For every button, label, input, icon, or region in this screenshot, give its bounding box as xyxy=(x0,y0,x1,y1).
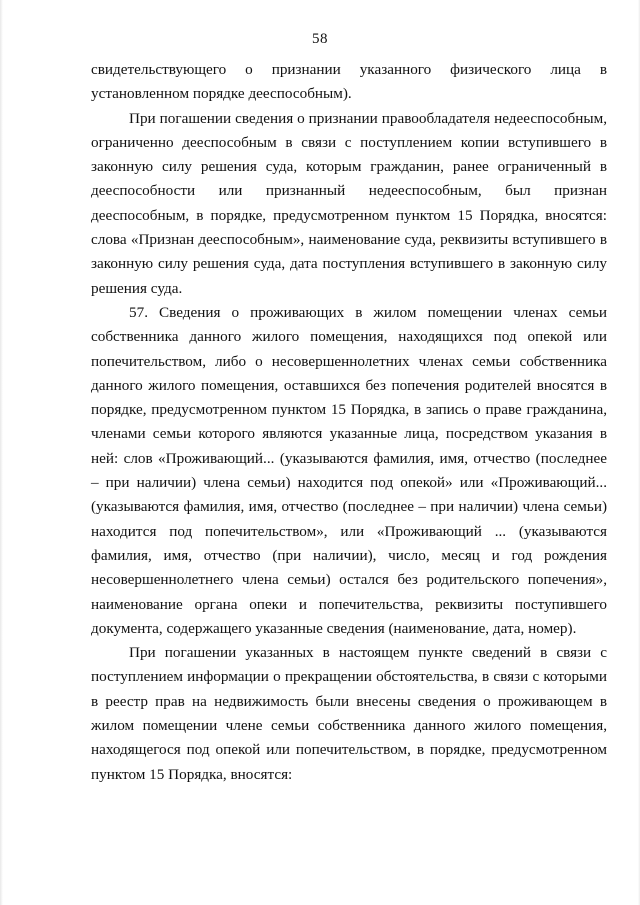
document-body xyxy=(91,58,607,787)
paragraph-cancellation-incapacity: При погашении сведения о признании правообладателя недееспособным, ограниченно дееспособным в связи с поступлением копии вступившего в законную силу решения суда, которым гражданин, ранее ограниченный в дееспособности или признанный недееспособным, был признан дееспособным, в порядке, предусмотренном пунктом 15 Порядка, вносятся: слова «Признан дееспособным», наименование суда, реквизиты вступившего в законную силу решения суда, дата поступления вступившего в законную силу решения суда. xyxy=(91,109,607,297)
paragraph-continuation: свидетельствующего о признании указанного физического лица в установленном порядке дееспособным). xyxy=(91,61,607,103)
paragraph-cancellation-guardianship: При погашении указанных в настоящем пункте сведений в связи с поступлением информации о прекращении обстоятельства, в связи с которыми в реестр прав на недвижимость были внесены сведения о проживающем в жилом помещении члене семьи собственника данного жилого помещения, находящегося под опекой или попечительством, в порядке, предусмотренном пунктом 15 Порядка, вносятся: xyxy=(91,644,607,783)
paragraph-57-family-members: 57. Сведения о проживающих в жилом помещении членах семьи собственника данного жилого помещения, находящихся под опекой или попечительством, либо о несовершеннолетних членах семьи собственника данного жилого помещения, оставшихся без попечения родителей вносятся в порядке, предусмотренном пунктом 15 Порядка, в запись о праве гражданина, членами семьи которого являются указанные лица, посредством указания в ней: слов «Проживающий... (указываются фамилия, имя, отчество (последнее – при наличии) члена семьи) находится под опекой» или «Проживающий... (указываются фамилия, имя, отчество (последнее – при наличии) члена семьи) находится под попечительством», или «Проживающий ... (указываются фамилия, имя, отчество (при наличии), число, месяц и год рождения несовершеннолетнего члена семьи) остался без родительского попечения», наименование органа опеки и попечительства, реквизиты поступившего документа, содержащего указанные сведения (наименование, дата, номер). xyxy=(91,303,607,637)
scan-edge-left xyxy=(0,0,3,905)
page-number: 58 xyxy=(312,31,328,47)
